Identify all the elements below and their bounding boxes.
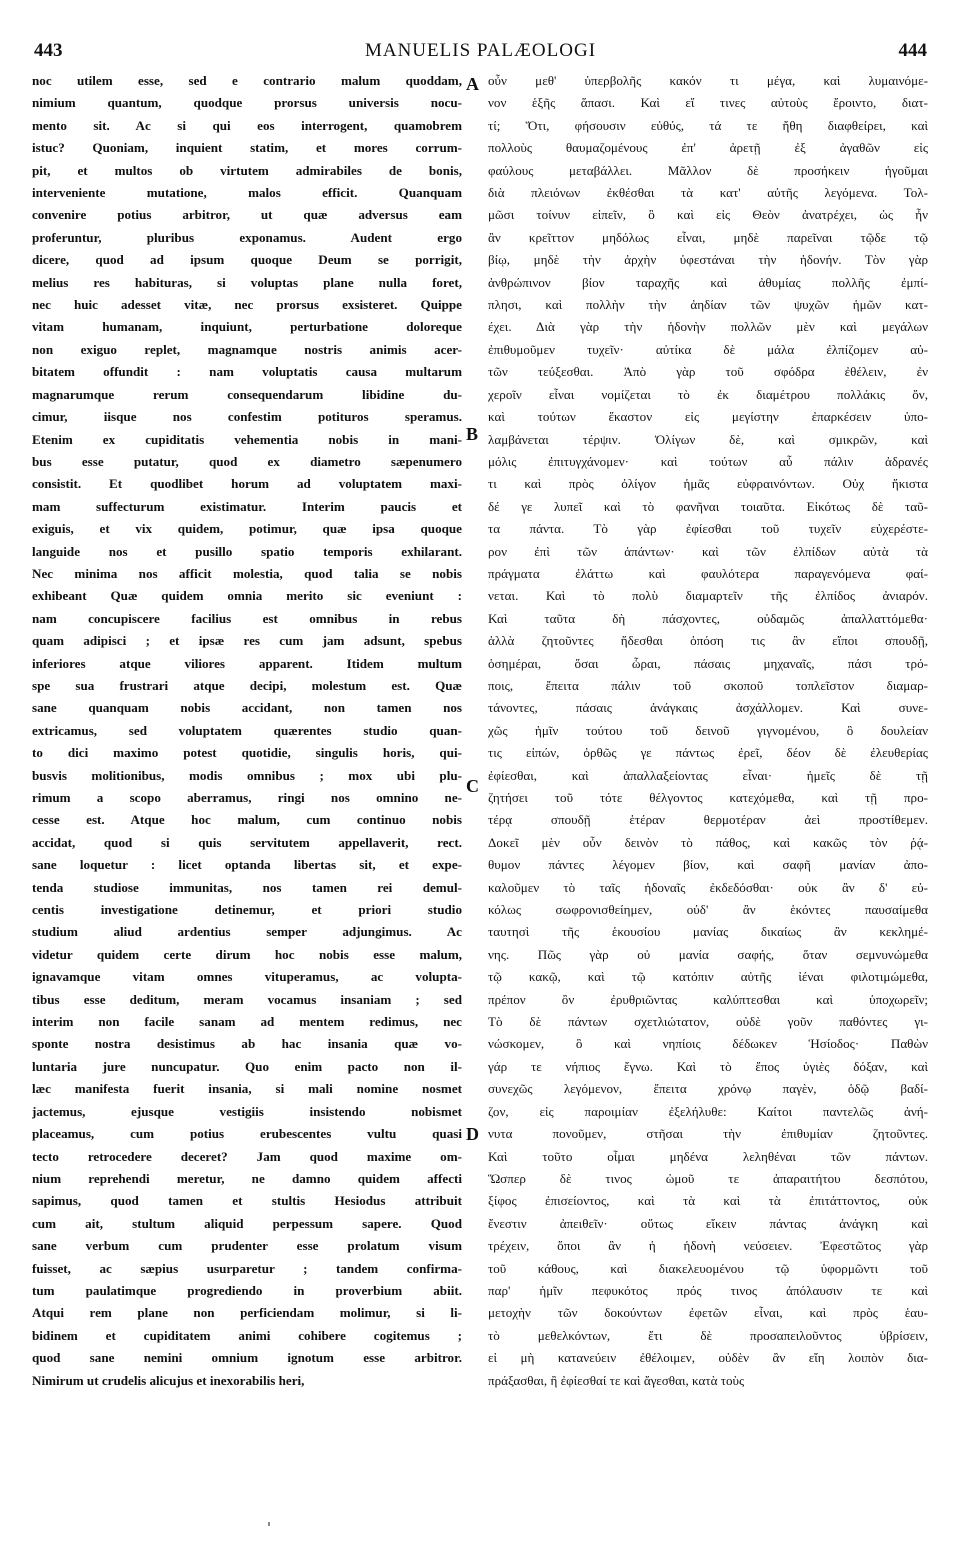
greek-text-line: οὖν μεθ' ὑπερβολῆς κακόν τι μέγα, καὶ λυμαινόμε- — [488, 73, 928, 88]
greek-text-line: ζον, εἰς παροιμίαν ἐξελήλυθε: Καίτοι παντελῶς ἀνή- — [488, 1103, 928, 1119]
latin-text-line: Nimirum ut crudelis alicujus et inexorabilis heri, — [32, 1372, 305, 1388]
greek-text-line: κόλως σωφρονισθείημεν, οὐδ' ἂν ἑκόντες παυσαίμεθα — [488, 902, 928, 918]
latin-text-line: sane verbum cum prudenter esse prolatum visum — [32, 1238, 462, 1254]
latin-text-line: mam suffecturum existimatur. Interim paucis et — [32, 498, 462, 514]
greek-text-line: τάνοντες, πάσαις ἀνάγκαις ἀσχάλλομεν. Καὶ συνε- — [488, 700, 928, 716]
latin-text-line: languide nos et pusillo spatio temporis exhilarant. — [32, 543, 462, 559]
greek-text-line: Δοκεῖ μὲν οὖν δεινὸν τὸ πάθος, καὶ κακῶς τὸν ῥᾴ- — [488, 834, 928, 850]
right-page-number: 444 — [898, 40, 927, 61]
greek-text-line: ρον ἐπὶ τῶν ἁπάντων· καὶ τῶν ἐλπίδων αὐτὰ τὰ — [488, 543, 928, 559]
latin-text-column — [32, 70, 462, 1392]
greek-text-line: νώσκομεν, ὃ καὶ νηπίοις δέδωκεν Ἡσίοδος· Παθὼν — [488, 1036, 928, 1052]
latin-text-line: melius res habituras, si voluptas plane nulla foret, — [32, 274, 462, 290]
section-marker-a: A — [466, 74, 479, 94]
latin-text-line: tecto retrocedere deceret? Jam quod maxime om- — [32, 1148, 462, 1164]
greek-text-line: καλοῦμεν τὸ ταῖς ἡδοναῖς ἐκδεδόσθαι· οὐκ ἂν δ' εὐ- — [488, 879, 928, 895]
latin-text-line: luntaria jure nuncupatur. Quo enim pacto non il- — [32, 1058, 462, 1074]
latin-text-line: sane quanquam nobis accidant, non tamen nos — [32, 700, 462, 716]
greek-text-line: μῶσι τοίνυν εἰπεῖν, ὃ καὶ εἰς Θεὸν ἀνατρέχει, ὡς ἦν — [488, 207, 928, 223]
latin-text-line: tenda studiose immunitas, nos tamen rei demul- — [32, 879, 462, 895]
greek-text-line: τῶν τεύξεσθαι. Ἀπὸ γὰρ τοῦ σφόδρα ἐθέλειν, ἐν — [488, 364, 928, 380]
greek-text-line: πράξασθαι, ἢ ἐφίεσθαί τε καὶ ἄγεσθαι, κατὰ τοὺς — [488, 1372, 745, 1388]
greek-text-line: ποις, ἔπειτα πάλιν τοῦ σκοποῦ τοπλεῖστον διαμαρ- — [488, 677, 928, 693]
latin-text-line: Nec minima nos afficit molestia, quod talia se nobis — [32, 565, 462, 581]
latin-text-line: studium aliud ardentius semper adjungimus. Ac — [32, 924, 462, 940]
latin-text-line: nec huic adesset vitæ, nec prorsus exsisteret. Quippe — [32, 297, 462, 313]
greek-text-line: πράγματα ἐλάττω καὶ φαυλότερα παραγενόμενα φαί- — [488, 565, 928, 581]
latin-text-line: Etenim ex cupiditatis vehementia nobis in mani- — [32, 431, 462, 447]
greek-text-line: ἐφίεσθαι, καὶ ἀπαλλαξείοντας εἶναι· ἡμεῖς δὲ τῇ — [488, 767, 928, 783]
section-marker-d: D — [466, 1124, 479, 1144]
greek-text-line: ἂν κρεῖττον μηδόλως εἶναι, μηδὲ παρεῖναι τῷδε τῷ — [488, 229, 928, 245]
greek-text-line: μετοχὴν τῶν δοκούντων ἐφετῶν εἶναι, καὶ πρὸς ἑαυ- — [488, 1305, 928, 1321]
latin-text-line: nium reprehendi meretur, ne damno quidem affecti — [32, 1170, 462, 1186]
running-title: MANUELIS PALÆOLOGI — [364, 40, 597, 61]
greek-text-line: ἔνεστιν ἀπειθεῖν· οὕτως εἴκειν πάντας ἀνάγκη καὶ — [488, 1215, 928, 1231]
greek-text-line: παρ' ἡμῖν πεφυκότος πρός τινος ἀπόλαυσιν τε καὶ — [488, 1282, 928, 1298]
greek-text-line: καὶ τούτων ἕκαστον εἰς μεγίστην ἐπαρκέσειν ὑπο- — [488, 409, 928, 425]
latin-text-line: tibus esse deditum, meram vocamus insaniam ; sed — [32, 991, 462, 1007]
greek-text-line: τί; Ὅτι, φήσουσιν εὐθύς, τά τε ἤθη διαφθείρει, καὶ — [488, 117, 928, 133]
greek-text-line: ξίφος ἐπισείοντος, καὶ τὰ καὶ τὰ ἐπιτάττοντος, οὐκ — [488, 1193, 928, 1209]
latin-text-line: tum paulatimque progrediendo in proverbium abiit. — [32, 1282, 462, 1298]
section-marker-c: C — [466, 776, 479, 796]
latin-text-line: vitam humanam, inquiunt, perturbatione doloreque — [32, 319, 462, 335]
latin-text-line: bidinem et cupiditatem animi cohibere cogitemus ; — [32, 1327, 462, 1343]
latin-text-line: centis investigatione detinemur, et priori studio — [32, 902, 462, 918]
latin-text-line: Atqui rem plane non perficiendam molimur, si li- — [32, 1305, 462, 1321]
greek-text-line: εἰ μὴ κατανεύειν ἐθέλοιμεν, οὐδὲν ἂν εἴη λοιπὸν δια- — [488, 1350, 928, 1366]
greek-text-line: Καὶ τοῦτο οἶμαι μηδένα λεληθέναι τῶν πάντων. — [488, 1148, 928, 1164]
running-header — [34, 40, 927, 66]
latin-text-line: fuisset, ac sæpius usurparetur ; tandem confirma- — [32, 1260, 462, 1276]
greek-text-line: πολλοὺς θαυμαζομένους ἐπ' ἀρετῇ ἐξ ἀγαθῶν εἰς — [488, 140, 928, 156]
greek-text-column — [488, 70, 928, 1392]
latin-text-line: cum ait, stultum aliquid perpessum sapere. Quod — [32, 1215, 462, 1231]
greek-text-line: τα πάντα. Τὸ γὰρ ἐφίεσθαι τοῦ τυχεῖν εὐχερέστε- — [488, 521, 928, 537]
greek-text-line: τι καὶ πρὸς ὀλίγον ἡμᾶς εὐφραινόντων. Οὐχ ἥκιστα — [488, 476, 928, 492]
greek-text-line: ὁσημέραι, ὅσαι ὧραι, πάσαις μηχαναῖς, πάσι τρό- — [488, 655, 928, 671]
greek-text-line: μόλις ἐπιτυγχάνομεν· καὶ τούτων αὖ πάλιν ἀδρανές — [488, 453, 928, 469]
latin-text-line: to dici maximo potest quotidie, singulis horis, qui- — [32, 745, 462, 761]
greek-text-line: πλησι, καὶ πολλὴν τὴν ἀηδίαν τῶν ψυχῶν ἡμῶν κατ- — [488, 297, 928, 313]
greek-text-line: βίῳ, μηδὲ τὴν ἀρχὴν ὑφεστάναι τὴν ἡδονήν. Τὸν γὰρ — [488, 252, 928, 268]
greek-text-line: τις εἰπών, ὀρθῶς γε πάντως ἐρεῖ, δέον δὲ ἐλευθερίας — [488, 745, 928, 761]
latin-text-line: mento sit. Ac si qui eos interrogent, quamobrem — [32, 117, 462, 133]
greek-text-line: ταυτησὶ τῆς ἑκουσίου μανίας δικαίως ἂν κεκλημέ- — [488, 924, 928, 940]
latin-text-line: exhibeant Quæ quidem omnia merito sic eveniunt : — [32, 588, 462, 604]
greek-text-line: ἀνθρώπινον βίον ταραχῆς καὶ ἀθυμίας πολλῆς ἐμπί- — [488, 274, 928, 290]
latin-text-line: cimur, iisque nos confestim potituros speramus. — [32, 409, 462, 425]
greek-text-line: Τὸ δὲ πάντων σχετλιώτατον, οὐδὲ γοῦν παθόντες γι- — [488, 1014, 928, 1030]
latin-text-line: spe sua frustrari atque decipi, molestum est. Quæ — [32, 677, 462, 693]
latin-text-line: nimium quantum, quodque prorsus universis nocu- — [32, 95, 462, 111]
latin-text-line: exiguis, et vix quidem, potimur, quæ ipsa quoque — [32, 521, 462, 537]
latin-text-line: sane loquetur : licet optanda libertas sit, et expe- — [32, 857, 462, 873]
greek-text-line: Ὥσπερ δὲ τινος ὠμοῦ τε ἀπαραιτήτου δεσπότου, — [488, 1170, 928, 1186]
greek-text-line: διὰ πλειόνων ἐκθέσθαι τὰ κατ' αὐτῆς λεγόμενα. Τολ- — [488, 185, 928, 201]
latin-text-line: bitatem offundit : nam voluptatis causa multarum — [32, 364, 462, 380]
latin-text-line: inferiores atque viliores apparent. Itidem multum — [32, 655, 462, 671]
latin-text-line: sponte nostra desistimus ab hac insania quæ vo- — [32, 1036, 462, 1052]
greek-text-line: τρέχειν, ὅποι ἂν ἡ ἡδονὴ νεύσειεν. Ἐφεστῶτος γὰρ — [488, 1238, 928, 1254]
latin-text-line: interveniente mutatione, malos efficit. Quanquam — [32, 185, 462, 201]
greek-text-line: νον ἑξῆς ἅπασι. Καὶ εἴ τινες αὐτοὺς ἔροιντο, διατ- — [488, 95, 928, 111]
greek-text-line: φαύλους μεταβάλλει. Μᾶλλον δὲ προσήκειν ἡγοῦμαι — [488, 162, 928, 178]
greek-text-line: γάρ τε νήπιος ἔγνω. Καὶ τὸ ἔπος ὑγιὲς δόξαν, καὶ — [488, 1058, 928, 1074]
latin-text-line: sapimus, quod tamen et stultis Hesiodus attribuit — [32, 1193, 462, 1209]
greek-text-line: ζητήσει τοῦ τότε θέλγοντος κατεχόμεθα, καὶ τῇ προ- — [488, 790, 928, 805]
latin-text-line: proferuntur, pluribus exponamus. Audent ergo — [32, 229, 462, 245]
latin-text-line: rimum a scopo aberramus, ringi nos omnino ne- — [32, 790, 462, 805]
greek-text-line: έχει. Διὰ γὰρ τὴν ἡδονὴν πολλῶν μὲν καὶ μεγάλων — [488, 319, 928, 335]
latin-text-line: placeamus, cum potius erubescentes vultu quasi — [32, 1126, 462, 1142]
greek-text-line: χεροῖν εἶναι νομίζεται τὸ ἐκ διαμέτρου πολλάκις ὄν, — [488, 386, 928, 402]
greek-text-line: νης. Πῶς γὰρ οὐ μανία σαφής, ὅταν σεμνυνώμεθα — [488, 946, 928, 962]
latin-text-line: dicere, quod ad ipsum quoque Deum se porrigit, — [32, 252, 462, 268]
latin-text-line: læc manifesta fuerit insania, si mali nomine nosmet — [32, 1081, 462, 1097]
latin-text-line: quam adipisci ; et ipsæ res cum jam adsunt, spebus — [32, 633, 462, 649]
latin-text-line: consistit. Et quodlibet horum ad voluptatem maxi- — [32, 476, 462, 492]
left-page-number: 443 — [34, 40, 63, 61]
latin-text-line: accidat, quod si quis servitutem appellaverit, rect. — [32, 834, 462, 850]
latin-text-line: extricamus, sed voluptatem quærentes studio quan- — [32, 722, 462, 738]
latin-text-line: noc utilem esse, sed e contrario malum quoddam, — [32, 73, 462, 88]
latin-text-line: magnarumque rerum consequendarum libidine du- — [32, 386, 462, 402]
greek-text-line: ἐπιθυμοῦμεν τυχεῖν· αὐτίκα δὲ μάλα ἐλπίζομεν αὐ- — [488, 341, 928, 357]
greek-text-line: δέ γε λυπεῖ καὶ τὸ φανῆναι τοιαῦτα. Εἰκότως δὲ ταῦ- — [488, 498, 928, 514]
latin-text-line: busvis molitionibus, modis omnibus ; mox ubi plu- — [32, 767, 462, 783]
greek-text-line: λαμβάνεται τέρψιν. Ὀλίγων δὲ, καὶ σμικρῶν, καὶ — [488, 431, 928, 447]
greek-text-line: νεται. Καὶ τὸ πολὺ διαμαρτεῖν τῆς ἐλπίδος ἀνιαρόν. — [488, 588, 928, 604]
greek-text-line: τὸ μεθελκόντων, ἔτι δὲ προσαπειλοῦντος ὑβρίσειν, — [488, 1327, 928, 1343]
latin-text-line: pit, et multos ob virtutem admirabiles de bonis, — [32, 162, 462, 178]
print-speck — [268, 1522, 270, 1526]
latin-text-line: convenire potius arbitror, ut quæ adversus eam — [32, 207, 462, 223]
greek-text-line: πρέπον ὂν ἐρυθριῶντας καλύπτεσθαι καὶ ὑποχωρεῖν; — [488, 991, 928, 1007]
greek-text-line: τέρᾳ σπουδῇ ἑτέραν θερμοτέραν ἀεὶ προστίθεμεν. — [488, 812, 928, 828]
greek-text-line: ἀλλὰ ζητοῦντες ἥδεσθαι ὁπόση τις ἂν εἴποι σπουδῇ, — [488, 633, 928, 649]
latin-text-line: quod sane nemini omnium ignotum esse arbitror. — [32, 1350, 462, 1366]
greek-text-line: νυτα πονοῦμεν, στῆσαι τὴν ἐπιθυμίαν ζητοῦντες. — [488, 1126, 928, 1142]
latin-text-line: ignavamque vitam omnes vituperamus, ac volupta- — [32, 969, 462, 985]
latin-text-line: istuc? Quoniam, inquient statim, et mores corrum- — [32, 140, 462, 156]
greek-text-line: τοῦ κάθους, καὶ διακελευομένου τῷ ὑφορμῶντι τοῦ — [488, 1260, 928, 1276]
greek-text-line: συνεχῶς λεγόμενον, ἔπειτα χρόνῳ παγὲν, ὁδῷ βαδί- — [488, 1081, 928, 1097]
latin-text-line: interim non facile sanam ad mentem redimus, nec — [32, 1014, 462, 1030]
latin-text-line: bus esse putatur, quod ex diametro sæpenumero — [32, 453, 462, 469]
section-marker-b: B — [466, 424, 479, 444]
greek-text-line: τῷ κακῷ, καὶ τῷ κατόπιν αὐτῆς ἰέναι φιλοτιμώμεθα, — [488, 969, 928, 985]
greek-text-line: χῶς ἡμῖν τούτου τοῦ δεινοῦ γιγνομένου, ὃ δουλείαν — [488, 722, 928, 738]
greek-text-line: θυμον πάντες λέγομεν βίον, καὶ σαφῆ μανίαν ἀπο- — [488, 857, 928, 873]
latin-text-line: nam concupiscere facilius est omnibus in rebus — [32, 610, 462, 626]
latin-text-line: jactemus, ejusque vestigiis insistendo nobismet — [32, 1103, 462, 1119]
greek-text-line: Καὶ ταῦτα δὴ πάσχοντες, οὐδαμῶς ἀπαλλαττόμεθα· — [488, 610, 928, 626]
latin-text-line: cesse est. Atque hoc malum, cum continuo nobis — [32, 812, 462, 828]
latin-text-line: videtur quidem certe dirum hoc nobis esse malum, — [32, 946, 462, 962]
latin-text-line: non exiguo replet, magnamque nostris animis acer- — [32, 341, 462, 357]
